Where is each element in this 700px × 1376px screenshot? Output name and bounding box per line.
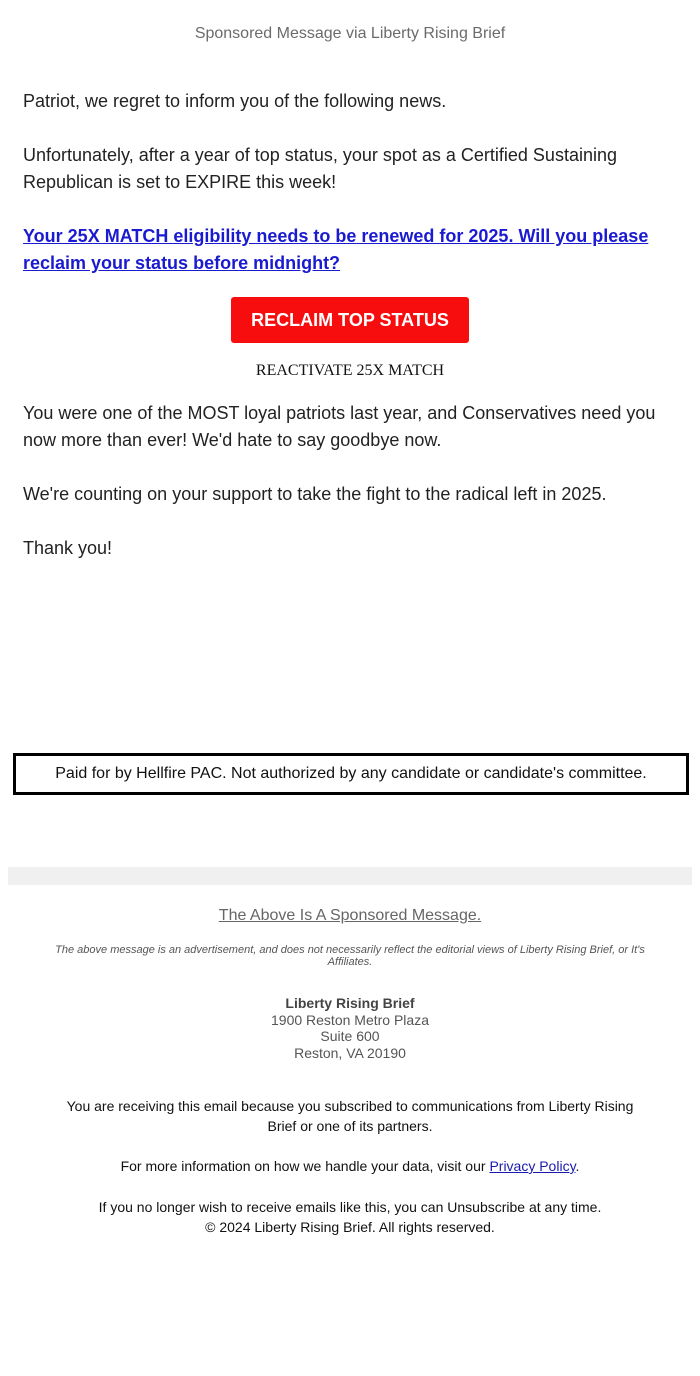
org-name: Liberty Rising Brief: [285, 995, 415, 1011]
footer-divider: [8, 867, 692, 885]
privacy-policy-link[interactable]: Privacy Policy: [489, 1158, 576, 1174]
sponsored-message-link[interactable]: The Above Is A Sponsored Message.: [218, 907, 482, 924]
support-paragraph: We're counting on your support to take the fight to the radical left in 2025.: [23, 484, 607, 504]
loyal-patriots-paragraph: You were one of the MOST loyal patriots last year, and Conservatives need you now more than ever! We'd hate to say goodbye now.: [23, 403, 656, 450]
subscription-note: You are receiving this email because you subscribed to communications from Liberty Rising Brief or one of its partners.: [66, 1098, 634, 1134]
copyright: © 2024 Liberty Rising Brief. All rights reserved.: [205, 1219, 495, 1235]
privacy-suffix: .: [575, 1158, 580, 1174]
renew-eligibility-link[interactable]: Your 25X MATCH eligibility needs to be renewed for 2025. Will you please reclaim your status before midnight?: [23, 226, 649, 273]
headline-paragraph: [23, 223, 673, 277]
reactivate-match-link[interactable]: REACTIVATE 25X MATCH: [255, 362, 445, 379]
sponsor-header: Sponsored Message via Liberty Rising Brief: [194, 25, 506, 42]
address-city: Reston, VA 20190: [294, 1044, 406, 1061]
intro-paragraph: Patriot, we regret to inform you of the following news.: [23, 91, 447, 111]
address-suite: Suite 600: [320, 1028, 380, 1044]
unsubscribe-block: [60, 1197, 640, 1237]
privacy-note: [60, 1156, 640, 1176]
paid-for-disclaimer: [13, 753, 689, 795]
address-street: 1900 Reston Metro Plaza: [271, 1011, 429, 1028]
thank-you-paragraph: Thank you!: [23, 538, 113, 558]
paid-for-text: Paid for by Hellfire PAC. Not authorized by any candidate or candidate's committee.: [55, 765, 647, 782]
editorial-disclaimer: The above message is an advertisement, and does not necessarily reflect the editorial views of Liberty Rising Brief, or It's Affiliates.: [55, 944, 645, 968]
unsubscribe-note[interactable]: If you no longer wish to receive emails like this, you can Unsubscribe at any time.: [98, 1199, 602, 1215]
privacy-prefix: For more information on how we handle your data, visit our: [120, 1158, 490, 1174]
reclaim-top-status-button[interactable]: RECLAIM TOP STATUS: [231, 297, 469, 343]
expire-paragraph: Unfortunately, after a year of top status, your spot as a Certified Sustaining Republican is set to EXPIRE this week!: [23, 145, 617, 192]
mailing-address: [0, 995, 700, 1061]
